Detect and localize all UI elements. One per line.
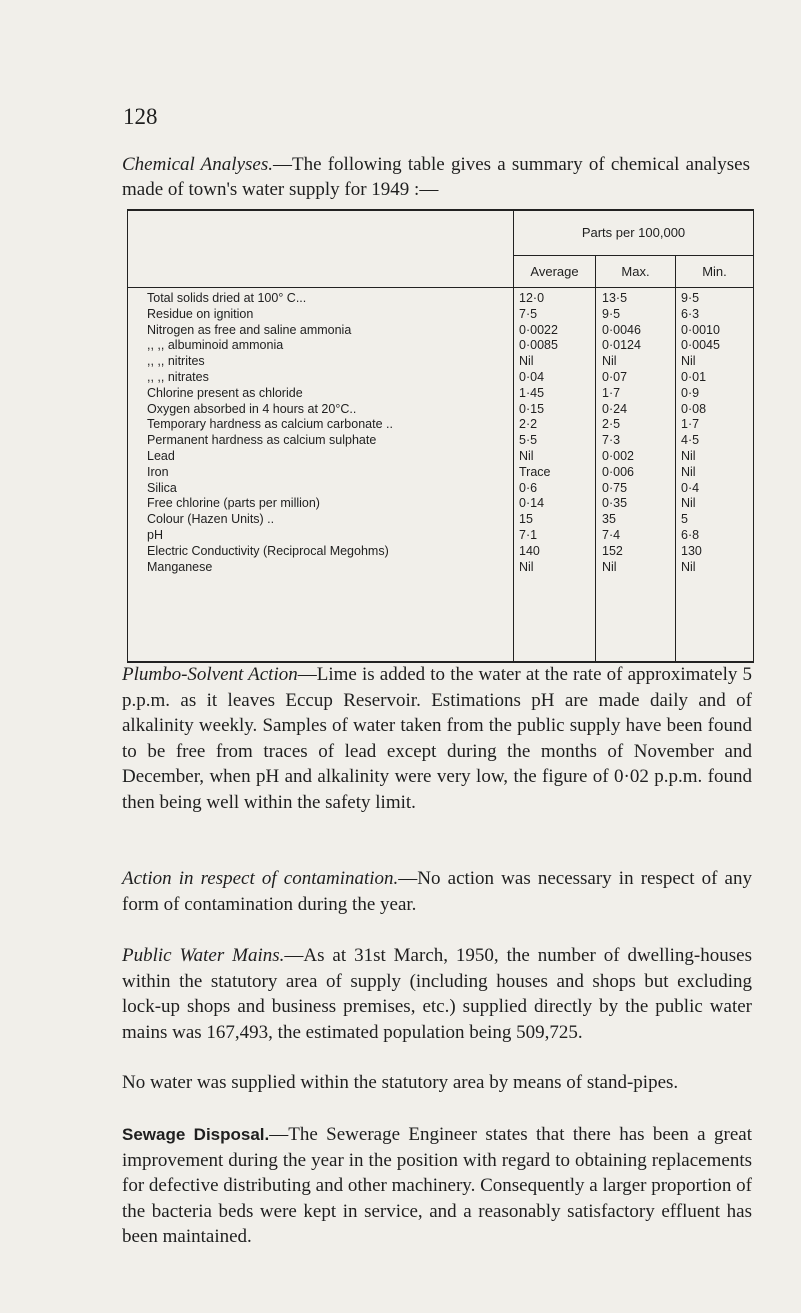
row-max: 9·5 (602, 306, 621, 321)
row-label: Colour (Hazen Units) .. (147, 512, 275, 527)
chemical-analyses-table (127, 209, 754, 663)
row-average: Nil (519, 448, 534, 463)
row-min: 6·3 (681, 306, 700, 321)
row-label: Temporary hardness as calcium carbonate .. (147, 417, 393, 432)
table-row (127, 465, 754, 481)
row-max: Nil (602, 354, 617, 369)
page-number: 128 (123, 104, 158, 129)
group-header: Parts per 100,000 (581, 225, 686, 240)
row-label: ,, ,, albuminoid ammonia (147, 338, 284, 353)
row-max: 7·3 (602, 433, 621, 448)
row-min: 4·5 (681, 433, 700, 448)
table-body (127, 291, 754, 575)
row-average: 12·0 (519, 291, 545, 305)
row-min: Nil (681, 559, 696, 574)
plumbo-heading: Plumbo-Solvent Action (122, 664, 298, 685)
row-max: 35 (602, 512, 616, 527)
row-average: 0·0022 (519, 322, 558, 337)
row-min: Nil (681, 354, 696, 369)
row-max: 0·75 (602, 480, 628, 495)
row-max: 0·002 (602, 448, 634, 463)
mains-heading: Public Water Mains. (122, 945, 285, 966)
row-average: Nil (519, 559, 534, 574)
row-average: Trace (519, 464, 551, 479)
mains-text: —As at 31st March, 1950, the number of dwelling-houses within the statutory area of supply (including houses and shops but excluding lock-up shops and business premises, etc.) supplied directly by the public water mains was 167,493, the estimated population being 509,725. (122, 945, 752, 1043)
row-average: 0·6 (519, 480, 538, 495)
row-max: Nil (602, 559, 617, 574)
row-min: 0·0045 (681, 338, 720, 353)
contamination-paragraph (122, 866, 752, 917)
contamination-heading: Action in respect of contamination. (122, 868, 399, 889)
table-row (127, 528, 754, 544)
row-max: 2·5 (602, 417, 621, 432)
column-header-average: Average (530, 264, 579, 279)
row-average: 140 (519, 543, 540, 558)
plumbo-solvent-paragraph (122, 662, 752, 815)
intro-paragraph (122, 152, 750, 202)
table-row (127, 338, 754, 354)
row-label: pH (147, 527, 163, 542)
table-row (127, 560, 754, 576)
sewage-heading: Sewage Disposal. (122, 1125, 270, 1144)
row-average: 5·5 (519, 433, 538, 448)
row-average: 2·2 (519, 417, 538, 432)
row-label: Oxygen absorbed in 4 hours at 20°C.. (147, 401, 357, 416)
row-min: Nil (681, 464, 696, 479)
row-max: 0·006 (602, 464, 634, 479)
row-average: 7·5 (519, 306, 538, 321)
row-average: 0·14 (519, 496, 545, 511)
row-max: 13·5 (602, 291, 628, 305)
table-row (127, 386, 754, 402)
water-mains-paragraph (122, 943, 752, 1045)
row-min: Nil (681, 448, 696, 463)
table-row (127, 433, 754, 449)
row-min: 5 (681, 512, 688, 527)
row-min: 130 (681, 543, 702, 558)
intro-heading: Chemical Analyses. (122, 154, 273, 175)
standpipes-paragraph (122, 1070, 752, 1096)
row-average: 15 (519, 512, 533, 527)
row-average: 0·15 (519, 401, 545, 416)
table-row (127, 402, 754, 418)
row-max: 0·0124 (602, 338, 641, 353)
row-label: Residue on ignition (147, 306, 254, 321)
row-min: 0·08 (681, 401, 707, 416)
row-average: Nil (519, 354, 534, 369)
row-max: 7·4 (602, 527, 621, 542)
table-row (127, 512, 754, 528)
row-average: 0·0085 (519, 338, 558, 353)
table-row (127, 449, 754, 465)
row-min: 0·01 (681, 369, 707, 384)
standpipes-text: No water was supplied within the statutory area by means of stand-pipes. (122, 1072, 679, 1093)
table-row (127, 370, 754, 386)
sewage-text: —The Sewerage Engineer states that there has been a great improvement during the year in the position with regard to obtaining replacements for defective distributing and other machinery. Consequently a larger proportion of the bacteria beds were kept in service, and a reasonably satisfactory effluent has been maintained. (122, 1124, 752, 1247)
row-label: ,, ,, nitrates (147, 369, 209, 384)
table-row (127, 354, 754, 370)
row-min: 9·5 (681, 291, 700, 305)
column-header-min: Min. (702, 264, 727, 279)
column-header-max: Max. (621, 264, 650, 279)
row-min: 0·4 (681, 480, 700, 495)
table-row (127, 417, 754, 433)
table-row (127, 291, 754, 307)
row-min: Nil (681, 496, 696, 511)
row-max: 152 (602, 543, 623, 558)
intro-text: —The following table gives a summary of chemical analyses made of town's water supply for 1949 :— (122, 154, 750, 200)
row-min: 6·8 (681, 527, 700, 542)
row-label: Total solids dried at 100° C... (147, 291, 307, 305)
row-label: Free chlorine (parts per million) (147, 496, 320, 511)
row-average: 0·04 (519, 369, 545, 384)
row-average: 7·1 (519, 527, 538, 542)
row-max: 1·7 (602, 385, 621, 400)
row-min: 0·0010 (681, 322, 720, 337)
row-min: 1·7 (681, 417, 700, 432)
row-label: Iron (147, 464, 169, 479)
row-max: 0·24 (602, 401, 628, 416)
row-label: Permanent hardness as calcium sulphate (147, 433, 377, 448)
row-label: Manganese (147, 559, 213, 574)
table-row (127, 544, 754, 560)
row-label: Lead (147, 448, 175, 463)
plumbo-text: —Lime is added to the water at the rate of approximately 5 p.p.m. as it leaves Eccup Reservoir. Estimations pH are made daily and of alkalinity weekly. Samples of water taken from the public supply have been found to be free from traces of lead except during the months of November and December, when pH and alkalinity were very low, the figure of 0·02 p.p.m. found then being well within the safety limit. (122, 664, 752, 813)
row-min: 0·9 (681, 385, 700, 400)
row-label: Electric Conductivity (Reciprocal Megohms) (147, 543, 389, 558)
row-max: 0·07 (602, 369, 628, 384)
contamination-text: —No action was necessary in respect of any form of contamination during the year. (122, 868, 752, 915)
row-average: 1·45 (519, 385, 545, 400)
row-label: Silica (147, 480, 177, 495)
row-label: Chlorine present as chloride (147, 385, 303, 400)
table-row (127, 481, 754, 497)
sewage-paragraph (122, 1122, 752, 1250)
table-row (127, 323, 754, 339)
table-row (127, 496, 754, 512)
table-row (127, 307, 754, 323)
row-label: Nitrogen as free and saline ammonia (147, 322, 352, 337)
row-label: ,, ,, nitrites (147, 354, 205, 369)
row-max: 0·0046 (602, 322, 641, 337)
row-max: 0·35 (602, 496, 628, 511)
